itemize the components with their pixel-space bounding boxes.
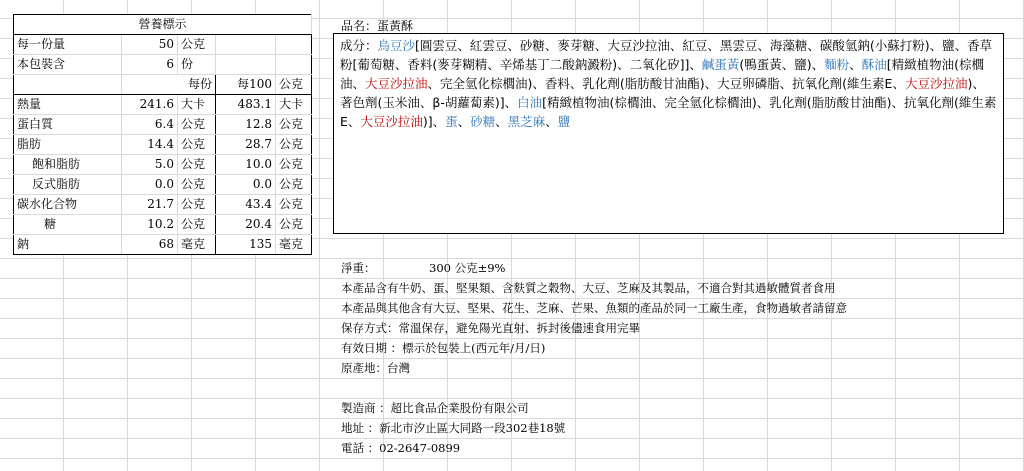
ingredient-text: 、完全氫化棕櫚油)、香料、乳化劑(脂肪酸甘油酯)、大豆卵磷脂、抗氧化劑(維生素E、 (427, 76, 905, 91)
expiry-date: 有效日期 ：標示於包裝上(西元年/月/日) (341, 341, 546, 355)
ingredient-highlight: 麵粉 (824, 57, 850, 72)
nutrition-facts-table (13, 14, 312, 255)
per-serving-value: 68 (122, 235, 178, 255)
ingredient-highlight: 大豆沙拉油 (365, 76, 428, 91)
ingredient-highlight: 砂糖 (470, 114, 496, 129)
ingredient-text: )]、 (422, 114, 446, 129)
net-weight-value: 300 公克±9% (429, 261, 506, 275)
ingredient-highlight: 大豆沙拉油 (904, 76, 968, 91)
product-name-value: 蛋黃酥 (377, 19, 414, 33)
serving-size-value: 50 (122, 35, 178, 55)
per-100g-value: 10.0 (216, 155, 276, 175)
per-serving-value: 241.6 (122, 95, 178, 115)
per-100g-value: 0.0 (216, 175, 276, 195)
per-100g-unit: 公克 (276, 115, 312, 135)
per-serving-unit: 公克 (178, 175, 216, 195)
col-header-per-100-unit: 公克 (276, 75, 312, 95)
per-serving-value: 21.7 (122, 195, 178, 215)
per-100g-unit: 公克 (276, 195, 312, 215)
net-weight-label: 淨重： (341, 261, 376, 275)
net-weight (341, 260, 506, 276)
address: 地址 ：新北市汐止區大同路一段302巷18號 (341, 421, 566, 435)
ingredient-highlight: 蛋 (445, 114, 458, 129)
ingredient-text: 、 (457, 114, 471, 129)
per-100g-value: 483.1 (216, 95, 276, 115)
per-100g-value: 28.7 (216, 135, 276, 155)
serving-size-label: 每一份量 (14, 35, 122, 55)
per-100g-value: 12.8 (216, 115, 276, 135)
nutrient-label: 脂肪 (14, 135, 122, 155)
per-serving-unit: 大卡 (178, 95, 216, 115)
ingredient-text: 、 (545, 114, 558, 129)
nutrition-row (14, 175, 312, 195)
ingredient-text: (鴨蛋黃、鹽)、 (739, 57, 825, 72)
ingredients-label: 成分： (340, 38, 378, 53)
nutrient-label: 碳水化合物 (14, 195, 122, 215)
allergen-notice-2: 本產品與其他含有大豆、堅果、花生、芝麻、芒果、魚類的產品於同一工廠生產，食物過敏者請留意 (341, 301, 847, 315)
ingredient-highlight: 大豆沙拉油 (360, 114, 423, 129)
per-serving-unit: 公克 (178, 135, 216, 155)
per-serving-unit: 公克 (178, 155, 216, 175)
allergen-notice-1: 本產品含有牛奶、蛋、堅果類、含麩質之穀物、大豆、芝麻及其製品，不適合對其過敏體質者食用 (341, 281, 836, 295)
col-header-per-serving: 每份 (122, 75, 216, 95)
per-100g-unit: 毫克 (276, 235, 312, 255)
nutrition-row (14, 235, 312, 255)
per-100g-value: 135 (216, 235, 276, 255)
ingredient-highlight: 鹹蛋黃 (701, 57, 740, 72)
ingredient-text: )、著色劑(玉米油、β-胡蘿蔔素)]、 (340, 76, 985, 110)
nutrition-row (14, 135, 312, 155)
ingredient-text: 、 (849, 57, 862, 72)
ingredients-text (340, 38, 996, 129)
per-serving-unit: 毫克 (178, 235, 216, 255)
nutrition-row (14, 115, 312, 135)
nutrition-row (14, 95, 312, 115)
nutrient-label: 蛋白質 (14, 115, 122, 135)
ingredient-text: [精緻植物油(棕櫚油、完全氫化棕櫚油)、乳化劑(脂肪酸甘油酯)、抗氧化劑(維生素E、 (340, 95, 997, 129)
origin: 原產地：台灣 (341, 361, 410, 375)
product-name (341, 17, 413, 34)
nutrient-label: 鈉 (14, 235, 122, 255)
phone: 電話 ：02-2647-0899 (341, 441, 461, 455)
nutrition-title: 營養標示 (14, 15, 312, 35)
ingredient-highlight: 鹽 (557, 114, 571, 129)
per-100g-unit: 公克 (276, 155, 312, 175)
per-serving-unit: 公克 (178, 215, 216, 235)
servings-label: 本包裝含 (14, 55, 122, 75)
nutrient-label: 飽和脂肪 (14, 155, 122, 175)
ingredient-highlight: 烏豆沙 (377, 38, 416, 53)
per-100g-unit: 公克 (276, 135, 312, 155)
ingredient-highlight: 黑芝麻 (507, 114, 546, 129)
ingredient-text: 、 (495, 114, 508, 129)
nutrition-rows (14, 95, 312, 255)
storage-method: 保存方式：常溫保存，避免陽光直射、拆封後儘速食用完畢 (341, 321, 640, 335)
per-100g-unit: 大卡 (276, 95, 312, 115)
nutrient-label: 熱量 (14, 95, 122, 115)
serving-size-unit: 公克 (178, 35, 216, 55)
per-100g-unit: 公克 (276, 175, 312, 195)
per-100g-value: 20.4 (216, 215, 276, 235)
per-serving-value: 5.0 (122, 155, 178, 175)
per-serving-value: 0.0 (122, 175, 178, 195)
nutrition-row (14, 215, 312, 235)
per-serving-value: 10.2 (122, 215, 178, 235)
product-name-label: 品名： (341, 19, 378, 33)
ingredients-box (333, 33, 1004, 234)
manufacturer: 製造商 ：超比食品企業股份有限公司 (341, 401, 529, 415)
nutrient-label: 糖 (14, 215, 122, 235)
ingredient-highlight: 白油 (517, 95, 543, 110)
nutrient-label: 反式脂肪 (14, 175, 122, 195)
per-serving-value: 14.4 (122, 135, 178, 155)
col-header-per-100: 每100 (216, 75, 276, 95)
ingredient-text: [圓雲豆、紅雲豆、砂糖、麥芽糖、大豆沙拉油、紅豆、黑雲豆、海藻糖、碳酸氫鈉(小蘇打粉)、鹽、香草粉[葡萄糖、香料(麥芽糊精、辛烯基丁二酸鈉澱粉)、二氧化矽]]、 (340, 38, 993, 72)
ingredient-text: [精緻植物油(棕櫚油、 (340, 57, 984, 91)
per-serving-unit: 公克 (178, 115, 216, 135)
per-serving-unit: 公克 (178, 195, 216, 215)
nutrition-row (14, 155, 312, 175)
per-100g-unit: 公克 (276, 215, 312, 235)
servings-value: 6 (122, 55, 178, 75)
per-100g-value: 43.4 (216, 195, 276, 215)
ingredient-highlight: 酥油 (861, 57, 887, 72)
servings-unit: 份 (178, 55, 216, 75)
nutrition-row (14, 195, 312, 215)
per-serving-value: 6.4 (122, 115, 178, 135)
